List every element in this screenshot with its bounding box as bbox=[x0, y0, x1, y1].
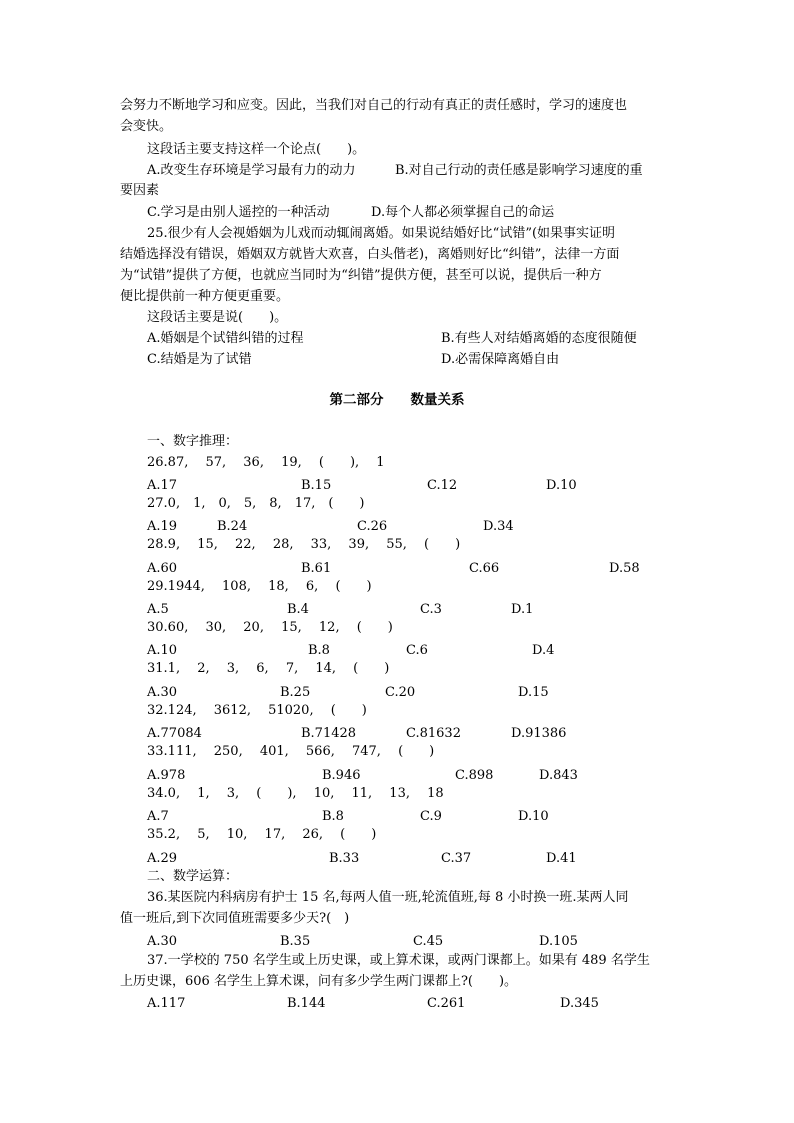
option-c: C.结婚是为了试错 bbox=[147, 352, 252, 367]
option-c: C.261 bbox=[427, 996, 466, 1011]
question-text: 33.111, 250, 401, 566, 747, ( ) bbox=[147, 744, 435, 759]
option-a: A.19 bbox=[147, 519, 178, 534]
question-text: 35.2, 5, 10, 17, 26, ( ) bbox=[147, 827, 377, 842]
option-c: C.45 bbox=[413, 934, 444, 949]
option-b-cont: 要因素 bbox=[120, 183, 160, 198]
question-text: 结婚选择没有错误，婚姻双方就皆大欢喜，白头偕老)，离婚则好比“纠错”，法律一方面 bbox=[120, 247, 620, 262]
option-d: D.843 bbox=[539, 768, 578, 783]
option-a: A.10 bbox=[147, 643, 178, 658]
part-heading: 一、数字推理： bbox=[147, 434, 239, 449]
option-a: A.77084 bbox=[147, 726, 202, 741]
option-b: B.25 bbox=[280, 685, 311, 700]
option-c: C.81632 bbox=[406, 726, 461, 741]
section-title: 第二部分 数量关系 bbox=[329, 392, 465, 408]
paragraph-line: 会努力不断地学习和应变。因此，当我们对自己的行动有真正的责任感时，学习的速度也 bbox=[120, 98, 628, 113]
option-b: B.4 bbox=[287, 602, 309, 617]
option-d: D.10 bbox=[518, 809, 549, 824]
option-b: B.35 bbox=[280, 934, 311, 949]
option-b: B.8 bbox=[322, 809, 344, 824]
option-d: D.每个人都必须掌握自己的命运 bbox=[371, 205, 555, 220]
option-b: B.61 bbox=[301, 561, 332, 576]
option-b: B.对自己行动的责任感是影响学习速度的重 bbox=[395, 163, 643, 178]
option-d: D.34 bbox=[483, 519, 514, 534]
option-c: C.20 bbox=[385, 685, 416, 700]
option-a: A.17 bbox=[147, 478, 178, 493]
question-text: 26.87, 57, 36, 19, ( ), 1 bbox=[147, 455, 385, 470]
question-text: 27.0, 1, 0, 5, 8, 17, ( ) bbox=[147, 496, 365, 511]
option-b: B.24 bbox=[217, 519, 248, 534]
question-text: 36.某医院内科病房有护士 15 名,每两人值一班,轮流值班,每 8 小时换一班.某两人同 bbox=[147, 890, 629, 905]
part-heading: 二、数学运算： bbox=[147, 869, 239, 884]
option-a: A.117 bbox=[147, 996, 186, 1011]
question-text: 34.0, 1, 3, ( ), 10, 11, 13, 18 bbox=[147, 786, 444, 801]
question-stem: 这段话主要支持这样一个论点( )。 bbox=[147, 142, 366, 157]
question-text: 便比提供前一种方便更重要。 bbox=[120, 289, 290, 304]
option-c: C.898 bbox=[455, 768, 494, 783]
question-text: 37.一学校的 750 名学生或上历史课，或上算术课，或两门课都上。如果有 489 名学生 bbox=[147, 953, 650, 968]
question-text: 为“试错”提供了方便，也就应当同时为“纠错”提供方便，甚至可以说，提供后一种方 bbox=[120, 268, 602, 283]
question-text: 25.很少有人会视婚姻为儿戏而动辄闹离婚。如果说结婚好比“试错”(如果事实证明 bbox=[147, 226, 616, 241]
option-b: B.8 bbox=[308, 643, 330, 658]
option-c: C.3 bbox=[420, 602, 442, 617]
option-b: B.946 bbox=[322, 768, 361, 783]
option-a: A.7 bbox=[147, 809, 169, 824]
option-a: A.30 bbox=[147, 934, 178, 949]
option-d: D.91386 bbox=[511, 726, 567, 741]
option-d: D.1 bbox=[511, 602, 534, 617]
option-b: B.15 bbox=[301, 478, 332, 493]
option-c: C.9 bbox=[420, 809, 442, 824]
option-b: B.144 bbox=[287, 996, 326, 1011]
question-text: 值一班后,到下次同值班需要多少天?( ) bbox=[120, 911, 350, 926]
option-d: D.58 bbox=[609, 561, 640, 576]
option-a: A.29 bbox=[147, 851, 178, 866]
option-a: A.30 bbox=[147, 685, 178, 700]
question-text: 29.1944, 108, 18, 6, ( ) bbox=[147, 579, 372, 594]
option-c: C.6 bbox=[406, 643, 428, 658]
question-text: 28.9, 15, 22, 28, 33, 39, 55, ( ) bbox=[147, 537, 461, 552]
option-b: B.33 bbox=[329, 851, 360, 866]
option-d: D.10 bbox=[546, 478, 577, 493]
option-a: A.5 bbox=[147, 602, 169, 617]
option-d: D.345 bbox=[560, 996, 599, 1011]
option-c: C.37 bbox=[441, 851, 472, 866]
question-text: 31.1, 2, 3, 6, 7, 14, ( ) bbox=[147, 661, 390, 676]
question-text: 上历史课，606 名学生上算术课，问有多少学生两门课都上?( )。 bbox=[120, 974, 518, 989]
option-d: D.41 bbox=[546, 851, 577, 866]
question-stem: 这段话主要是说( )。 bbox=[147, 310, 288, 325]
option-d: D.15 bbox=[518, 685, 549, 700]
option-b: B.71428 bbox=[301, 726, 357, 741]
option-a: A.978 bbox=[147, 768, 186, 783]
option-d: D.必需保障离婚自由 bbox=[441, 352, 560, 367]
option-a: A.改变生存环境是学习最有力的动力 bbox=[147, 163, 356, 178]
option-d: D.105 bbox=[539, 934, 578, 949]
question-text: 32.124, 3612, 51020, ( ) bbox=[147, 703, 367, 718]
option-a: A.婚姻是个试错纠错的过程 bbox=[147, 331, 304, 346]
option-c: C.学习是由别人遥控的一种活动 bbox=[147, 205, 330, 220]
question-text: 30.60, 30, 20, 15, 12, ( ) bbox=[147, 620, 393, 635]
option-d: D.4 bbox=[532, 643, 555, 658]
option-b: B.有些人对结婚离婚的态度很随便 bbox=[441, 331, 637, 346]
option-c: C.26 bbox=[357, 519, 388, 534]
option-c: C.66 bbox=[469, 561, 500, 576]
option-a: A.60 bbox=[147, 561, 178, 576]
option-c: C.12 bbox=[427, 478, 458, 493]
paragraph-line: 会变快。 bbox=[120, 119, 173, 134]
